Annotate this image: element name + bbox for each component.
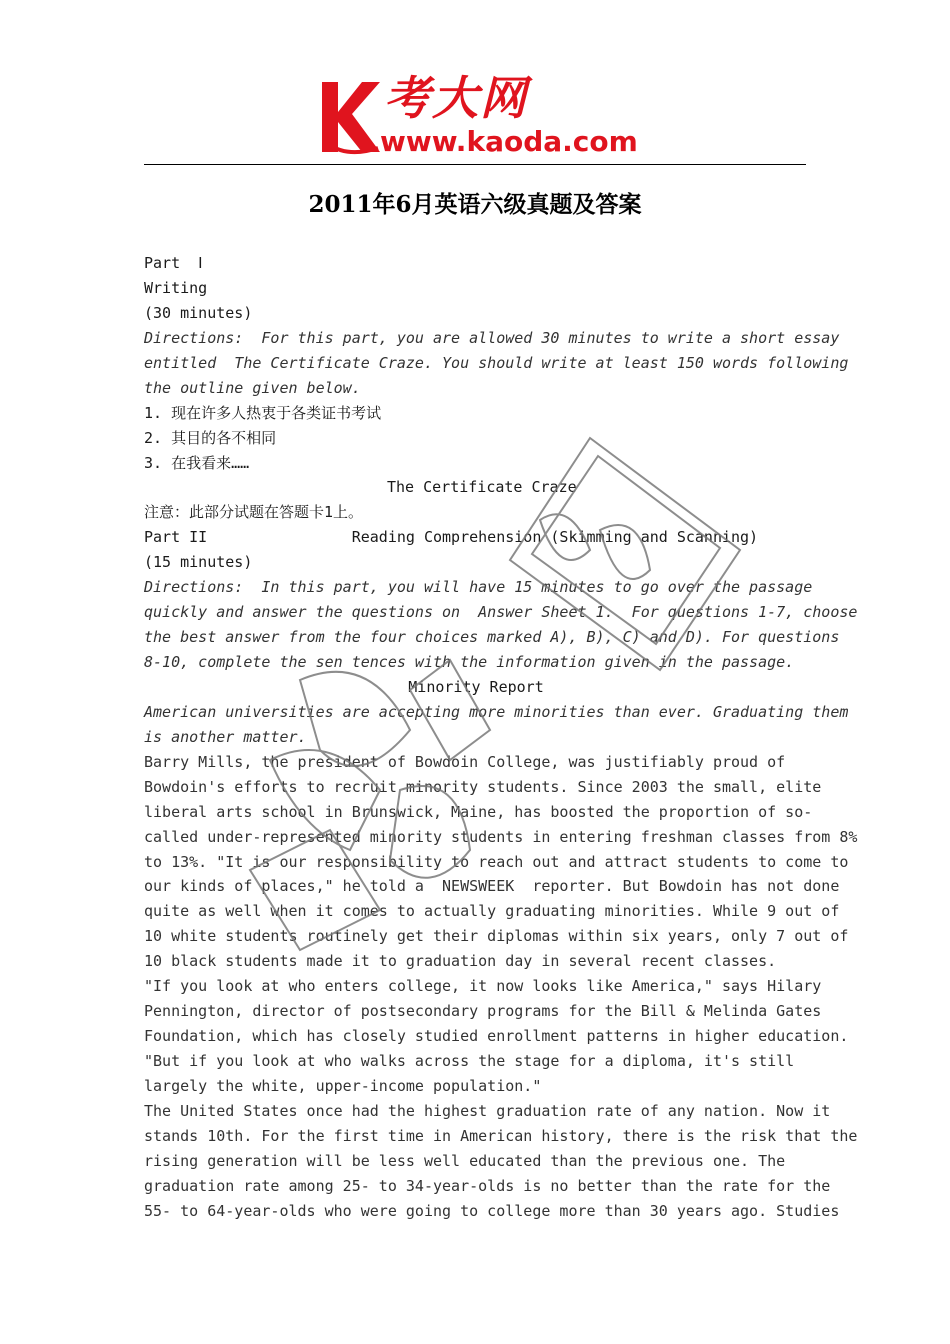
reading-directions-line: 8-10, complete the sen tences with the information given in the passage.: [144, 653, 795, 671]
passage-line: largely the white, upper-income population.": [144, 1076, 542, 1095]
passage-line: 55- to 64-year-olds who were going to college more than 30 years ago. Studies: [144, 1201, 840, 1220]
passage-title: Minority Report: [408, 677, 544, 696]
passage-line: 10 black students made it to graduation day in several recent classes.: [144, 952, 777, 971]
passage-subtitle-line: American universities are accepting more minorities than ever. Graduating them: [144, 702, 849, 721]
reading-directions-line: the best answer from the four choices marked A), B), C) and D). For questions: [144, 628, 840, 647]
passage-line: to 13%. "It is our responsibility to reach out and attract students to come to: [144, 852, 849, 871]
passage-line: stands 10th. For the first time in American history, there is the risk that the: [144, 1126, 858, 1145]
passage-line: Pennington, director of postsecondary programs for the Bill & Melinda Gates: [144, 1002, 822, 1021]
passage-subtitle-line: is another matter.: [144, 727, 307, 746]
header-divider: [144, 164, 806, 165]
reading-directions-line: Directions: In this part, you will have 15 minutes to go over the passage: [144, 578, 813, 597]
reading-directions-line: quickly and answer the questions on Answer Sheet 1. For questions 1-7, choose: [144, 603, 858, 622]
part-two-heading: Part II Reading Comprehension (Skimming and Scanning): [144, 528, 759, 547]
passage-line: graduation rate among 25- to 34-year-olds is no better than the rate for the: [144, 1176, 831, 1195]
answer-sheet-note: 注意：此部分试题在答题卡1上。: [144, 503, 364, 522]
outline-item: 1. 现在许多人热衷于各类证书考试: [144, 403, 382, 422]
reading-time: (15 minutes): [144, 553, 253, 572]
logo-url-text: www.kaoda.com: [380, 125, 638, 158]
writing-directions-line: entitled The Certificate Craze. You should write at least 150 words following: [144, 353, 849, 372]
outline-item: 2. 其目的各不相同: [144, 428, 277, 447]
writing-directions-line: the outline given below.: [144, 378, 361, 397]
passage-line: liberal arts school in Brunswick, Maine, has boosted the proportion of so-: [144, 802, 813, 821]
writing-heading: Writing: [144, 278, 208, 297]
passage-line: our kinds of places," he told a NEWSWEEK reporter. But Bowdoin has not done: [144, 877, 840, 896]
k-logo-mark: [318, 78, 382, 156]
document-title: 2011年6月英语六级真题及答案: [308, 191, 642, 218]
passage-line: "But if you look at who walks across the stage for a diploma, it's still: [144, 1052, 795, 1070]
passage-line: rising generation will be less well educated than the previous one. The: [144, 1151, 786, 1170]
passage-line: Foundation, which has closely studied enrollment patterns in higher education.: [144, 1027, 849, 1046]
passage-line: The United States once had the highest graduation rate of any nation. Now it: [144, 1101, 831, 1120]
writing-time: (30 minutes): [144, 303, 253, 322]
document-body: [144, 251, 858, 1224]
logo-chinese-text: 考大网: [384, 71, 528, 125]
passage-line: "If you look at who enters college, it now looks like America," says Hilary: [144, 977, 822, 996]
passage-line: called under-represented minority students in entering freshman classes from 8%: [144, 827, 858, 846]
passage-line: 10 white students routinely get their diplomas within six years, only 7 out of: [144, 927, 849, 946]
passage-line: Barry Mills, the president of Bowdoin College, was justifiably proud of: [144, 752, 786, 771]
essay-title: The Certificate Craze: [387, 478, 577, 497]
writing-directions-line: Directions: For this part, you are allowed 30 minutes to write a short essay: [144, 328, 840, 347]
kaoda-logo[interactable]: [318, 70, 648, 162]
passage-line: quite as well when it comes to actually graduating minorities. While 9 out of: [144, 902, 840, 921]
passage-line: Bowdoin's efforts to recruit minority students. Since 2003 the small, elite: [144, 777, 822, 796]
part-one-heading: Part Ⅰ: [144, 254, 203, 272]
outline-item: 3. 在我看来……: [144, 453, 250, 472]
